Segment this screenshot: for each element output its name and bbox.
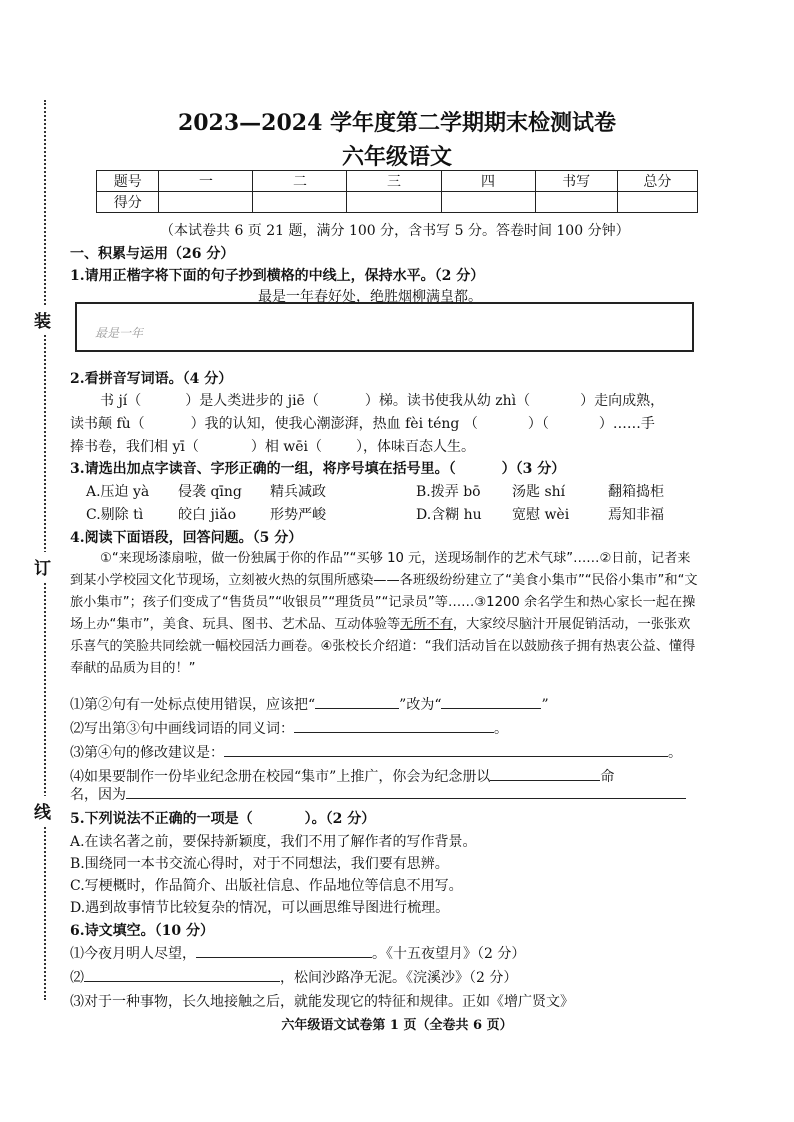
section-heading: 一、积累与运用（26 分） — [70, 246, 235, 262]
option-text: 精兵减政 — [270, 484, 326, 500]
answer-blank[interactable] — [84, 967, 280, 982]
q2-line1 — [100, 390, 664, 410]
q5-option-d: D.遇到故事情节比较复杂的情况，可以画思维导图进行梳理。 — [70, 900, 450, 916]
page-footer: 六年级语文试卷第 1 页（全卷共 6 页） — [281, 1018, 513, 1033]
answer-blank[interactable] — [224, 742, 668, 757]
text: ，松间沙路净无泥。《浣溪沙》（2 分） — [280, 970, 518, 986]
score-cell: 三 — [347, 171, 441, 192]
handwriting-trace: 最是一年 — [95, 326, 144, 340]
text: ）。（2 分） — [304, 811, 376, 827]
text: ⑵ — [70, 970, 84, 986]
passage-text: ，大家绞尽脑汁开展促销活动，一张张欢乐喜气的笑脸共同绘就一幅校园活力画卷。④张校长介绍道：“我们活动旨在以鼓励孩子拥有热衷公益、懂得奉献的品质为目的！” — [70, 617, 696, 676]
score-input-cell[interactable] — [441, 192, 535, 213]
passage-text: ①“来现场漆扇啦，做一份独属于你的作品”“买够 10 元，送现场制作的艺术气球”……②日前，记者来到某小学校园文化节现场，立刻被火热的氛围所感染——各班级纷纷建立了“美食小集市”“民俗小集市”和“文旅小集市”；孩子们变成了“售货员”“收银员”“理货员”“记录员”等……③1200 余名学生和热心家长一起在操场上办“集市”，美食、玩具、图书、艺术品、互动体验等 — [70, 551, 698, 632]
option-text: 焉知非福 — [608, 507, 664, 523]
q4-sub3 — [70, 742, 682, 762]
score-cell: 二 — [253, 171, 347, 192]
option-text: A.压迫 yà — [86, 484, 150, 500]
score-input-cell[interactable] — [347, 192, 441, 213]
q1-sentence: 最是一年春好处，绝胜烟柳满皇都。 — [258, 289, 482, 305]
q4-sub2 — [70, 718, 508, 738]
text: 读书颠 fù（ — [70, 416, 145, 432]
answer-blank[interactable] — [315, 694, 399, 709]
q3-option-a — [86, 481, 326, 501]
option-text: 侵袭 qīng — [178, 484, 242, 500]
score-cell: 题号 — [97, 171, 159, 192]
text: 3.请选出加点字读音、字形正确的一组，将序号填在括号里。（ — [70, 461, 456, 477]
option-text: B.拨弄 bō — [416, 484, 481, 500]
score-cell: 总分 — [617, 171, 697, 192]
q2-line2 — [70, 413, 655, 433]
option-text: 宽慰 wèi — [512, 507, 570, 523]
score-table-header-row — [97, 171, 698, 192]
q6-title: 6.诗文填空。（10 分） — [70, 923, 214, 939]
text: 书 jí（ — [100, 393, 142, 409]
q5-option-a: A.在读名著之前，要保持新颖度，我们不用了解作者的写作背景。 — [70, 834, 477, 850]
score-cell: 书写 — [535, 171, 617, 192]
q3-option-d — [416, 504, 664, 524]
text: ⑶第④句的修改建议是： — [70, 745, 224, 761]
option-text: 形势严峻 — [270, 507, 326, 523]
q4-sub4-cont — [70, 784, 686, 804]
score-cell-label: 得分 — [97, 192, 159, 213]
exam-title: 2023—2024 学年度第二学期期末检测试卷 — [177, 110, 617, 136]
text: ）（ — [527, 416, 549, 432]
q6-sub3: ⑶对于一种事物，长久地接触之后，就能发现它的特征和规律。正如《增广贤文》 — [70, 994, 574, 1010]
q4-sub4 — [70, 766, 614, 786]
q6-sub1 — [70, 943, 525, 963]
exam-note: （本试卷共 6 页 21 题，满分 100 分，含书写 5 分。答卷时间 100 分钟） — [160, 223, 630, 239]
text: 命 — [600, 769, 615, 785]
q1-title: 1.请用正楷字将下面的句子抄到横格的中线上，保持水平。（2 分） — [70, 268, 485, 284]
text: ）……手 — [598, 416, 655, 432]
score-table-score-row — [97, 192, 698, 213]
text: 5.下列说法不正确的一项是（ — [70, 811, 253, 827]
text: ⑴第②句有一处标点使用错误，应该把“ — [70, 697, 316, 713]
answer-blank[interactable] — [490, 766, 600, 781]
answer-blank[interactable] — [196, 943, 372, 958]
text: ）我的认知，使我心潮澎湃，热血 fèi téng （ — [190, 416, 478, 432]
writing-box[interactable] — [75, 302, 694, 352]
binding-char-ding: 订 — [34, 552, 51, 581]
text: 名，因为 — [70, 787, 126, 803]
text: ）走向成熟， — [580, 393, 665, 409]
text: ）（3 分） — [501, 461, 566, 477]
text: 捧书卷，我们相 yī（ — [70, 439, 199, 455]
text: ），体味百态人生。 — [356, 439, 476, 455]
score-cell: 四 — [441, 171, 535, 192]
option-text: C.剔除 tì — [86, 507, 144, 523]
exam-subtitle: 六年级语文 — [341, 144, 452, 170]
text: ⑷如果要制作一份毕业纪念册在校园“集市”上推广，你会为纪念册以 — [70, 769, 491, 785]
option-text: 皎白 jiǎo — [178, 507, 237, 523]
score-input-cell[interactable] — [253, 192, 347, 213]
q4-title: 4.阅读下面语段，回答问题。（5 分） — [70, 530, 303, 546]
q2-title: 2.看拼音写词语。（4 分） — [70, 371, 233, 387]
score-input-cell[interactable] — [617, 192, 697, 213]
score-table — [96, 170, 698, 213]
q5-option-b: B.围绕同一本书交流心得时，对于不同想法，我们要有思辨。 — [70, 856, 449, 872]
binding-dashed-line — [44, 100, 46, 1000]
q3-option-c — [86, 504, 326, 524]
text: 。 — [668, 745, 682, 761]
answer-blank[interactable] — [294, 718, 494, 733]
text: ”改为“ — [399, 697, 442, 713]
q3-title — [70, 458, 565, 478]
q4-sub1 — [70, 694, 549, 714]
option-text: D.含糊 hu — [416, 507, 482, 523]
text: ⑵写出第③句中画线词语的同义词： — [70, 721, 294, 737]
q5-option-c: C.写梗概时，作品简介、出版社信息、作品地位等信息不用写。 — [70, 878, 463, 894]
text: 。《十五夜望月》（2 分） — [372, 946, 526, 962]
binding-char-xian: 线 — [34, 796, 51, 825]
text: ）梯。读书使我从幼 zhì（ — [364, 393, 531, 409]
score-input-cell[interactable] — [159, 192, 253, 213]
text: ）相 wēi（ — [250, 439, 323, 455]
underlined-phrase: 无所不有 — [400, 617, 453, 632]
option-text: 汤匙 shí — [512, 484, 566, 500]
binding-char-zhuang: 装 — [34, 305, 51, 334]
score-input-cell[interactable] — [535, 192, 617, 213]
text: ” — [541, 697, 549, 713]
answer-blank[interactable] — [126, 784, 686, 799]
q3-option-b — [416, 481, 664, 501]
q6-sub2 — [70, 967, 517, 987]
option-text: 翻箱捣柜 — [608, 484, 664, 500]
text: 。 — [494, 721, 508, 737]
score-cell: 一 — [159, 171, 253, 192]
q2-line3 — [70, 436, 475, 456]
text: ）是人类进步的 jiē（ — [185, 393, 319, 409]
text: ⑴今夜月明人尽望， — [70, 946, 196, 962]
answer-blank[interactable] — [441, 694, 541, 709]
q5-title — [70, 808, 375, 828]
q4-passage — [70, 548, 700, 680]
